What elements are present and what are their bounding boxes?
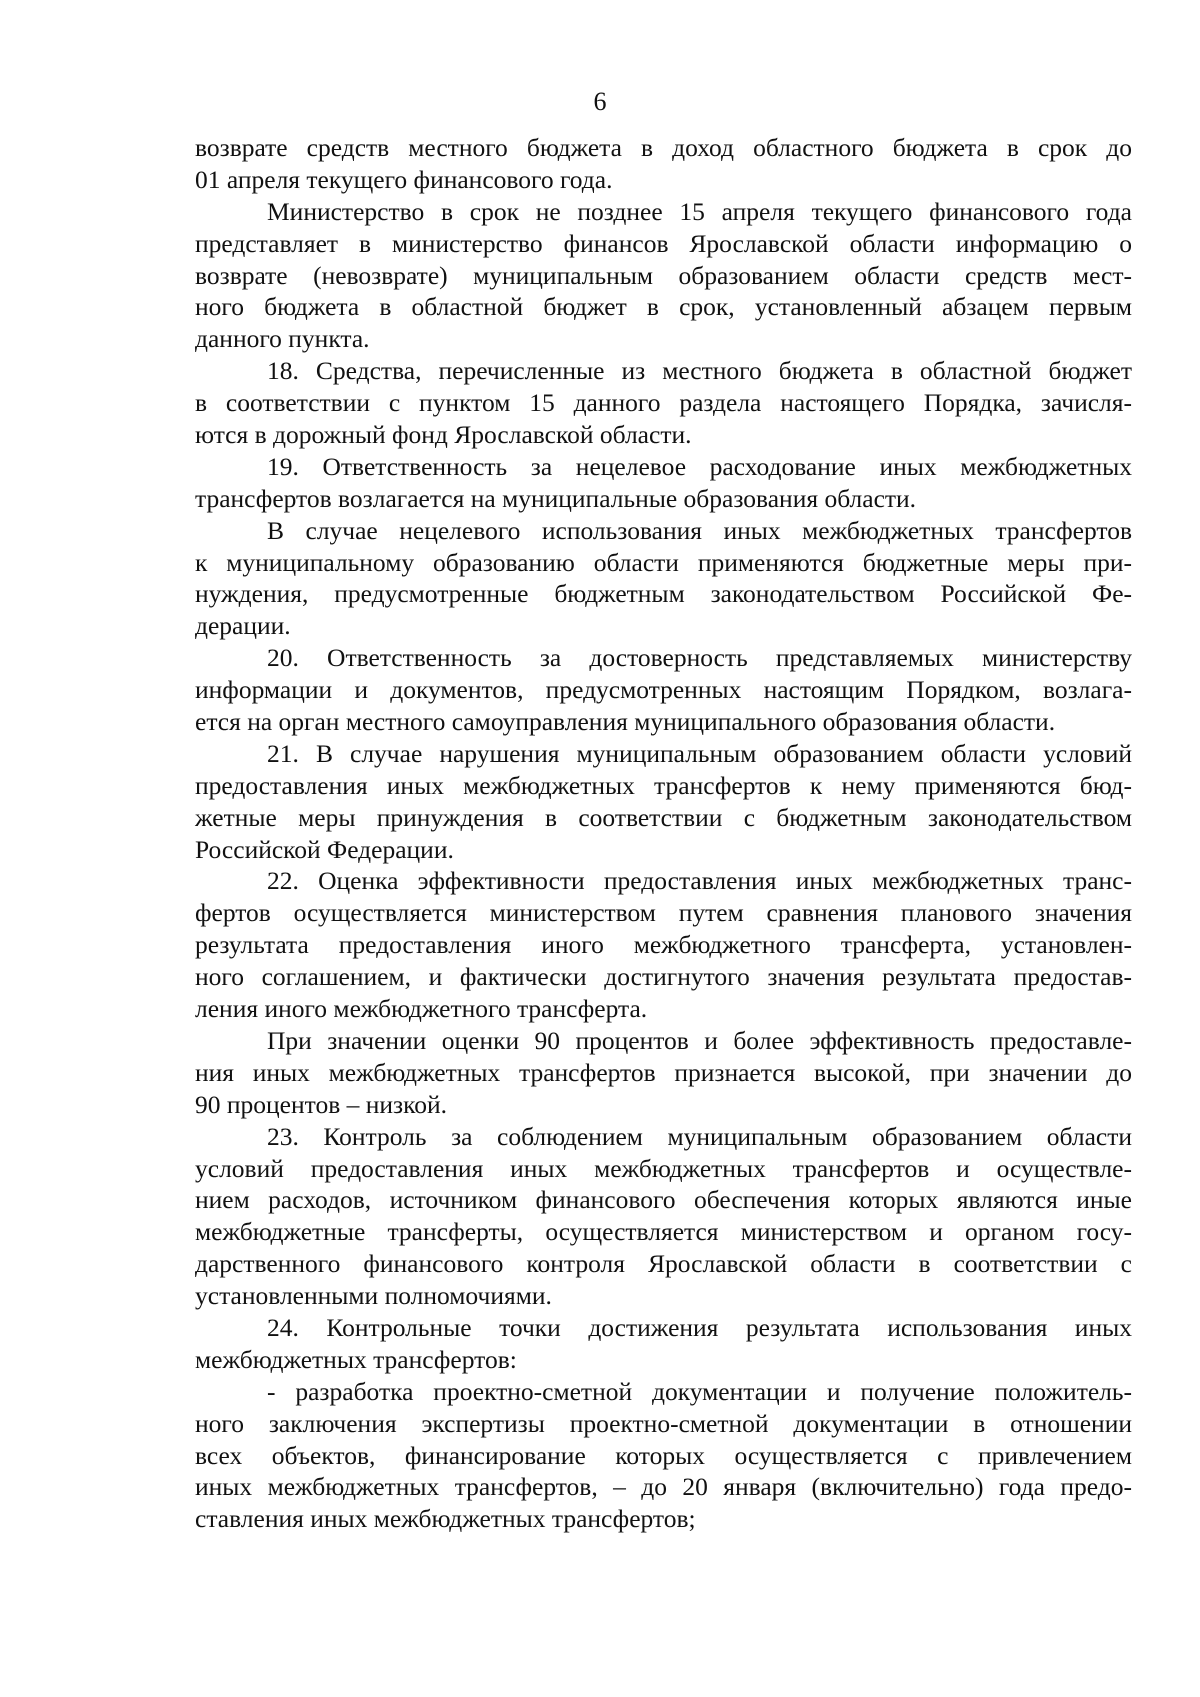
text-line: ния иных межбюджетных трансфертов признается высокой, при значении до xyxy=(195,1057,1132,1087)
text-line: 22. Оценка эффективности предоставления иных межбюджетных транс- xyxy=(267,866,1132,896)
text-line: 18. Средства, перечисленные из местного бюджета в областной бюджет xyxy=(267,356,1132,386)
text-line: к муниципальному образованию области применяются бюджетные меры при- xyxy=(195,547,1132,577)
text-line: нуждения, предусмотренные бюджетным законодательством Российской Фе- xyxy=(195,579,1132,609)
text-line: межбюджетные трансферты, осуществляется министерством и органом госу- xyxy=(195,1217,1132,1247)
text-line: 01 апреля текущего финансового года. xyxy=(195,164,613,194)
text-line: фертов осуществляется министерством путем сравнения планового значения xyxy=(195,898,1132,928)
paragraph-p23 xyxy=(195,1121,1132,1312)
text-line: иных межбюджетных трансфертов, – до 20 января (включительно) года предо- xyxy=(195,1472,1132,1502)
text-line: условий предоставления иных межбюджетных трансфертов и осуществле- xyxy=(195,1153,1132,1183)
paragraph-p19 xyxy=(195,451,1132,515)
paragraph-p22b xyxy=(195,1025,1132,1121)
document-body xyxy=(195,132,1132,1535)
text-line: 21. В случае нарушения муниципальным образованием области условий xyxy=(267,738,1132,768)
paragraph-p20 xyxy=(195,642,1132,738)
text-line: ного соглашением, и фактически достигнутого значения результата предостав- xyxy=(195,962,1132,992)
text-line: информации и документов, предусмотренных настоящим Порядком, возлага- xyxy=(195,675,1132,705)
text-line: нием расходов, источником финансового обеспечения которых являются иные xyxy=(195,1185,1132,1215)
text-line: ется на орган местного самоуправления муниципального образования области. xyxy=(195,707,1056,737)
text-line: ставления иных межбюджетных трансфертов; xyxy=(195,1504,696,1534)
text-line: трансфертов возлагается на муниципальные образования области. xyxy=(195,483,917,513)
paragraph-p18 xyxy=(195,355,1132,451)
text-line: 24. Контрольные точки достижения результата использования иных xyxy=(267,1312,1132,1342)
text-line: возврате средств местного бюджета в доход областного бюджета в срок до xyxy=(195,133,1132,162)
text-line: ного бюджета в областной бюджет в срок, установленный абзацем первым xyxy=(195,292,1132,322)
text-line: в соответствии с пунктом 15 данного раздела настоящего Порядка, зачисля- xyxy=(195,388,1132,418)
page-number: 6 xyxy=(593,87,607,116)
text-line: дарственного финансового контроля Ярославской области в соответствии с xyxy=(195,1249,1132,1279)
text-line: В случае нецелевого использования иных межбюджетных трансфертов xyxy=(267,515,1132,545)
text-line: межбюджетных трансфертов: xyxy=(195,1344,517,1374)
text-line: дерации. xyxy=(195,611,291,641)
paragraph-p24 xyxy=(195,1312,1132,1376)
text-line: всех объектов, финансирование которых осуществляется с привлечением xyxy=(195,1440,1132,1470)
text-line: установленными полномочиями. xyxy=(195,1281,552,1311)
text-line: 20. Ответственность за достоверность представляемых министерству xyxy=(267,643,1132,673)
text-line: ления иного межбюджетного трансферта. xyxy=(195,994,648,1024)
text-line: ного заключения экспертизы проектно-сметной документации в отношении xyxy=(195,1408,1132,1438)
text-line: результата предоставления иного межбюджетного трансферта, установлен- xyxy=(195,930,1132,960)
paragraph-cont xyxy=(195,132,1132,196)
paragraph-p24a xyxy=(195,1376,1132,1535)
text-line: Российской Федерации. xyxy=(195,834,454,864)
paragraph-p19b xyxy=(195,515,1132,643)
paragraph-ministry xyxy=(195,196,1132,355)
paragraph-p21 xyxy=(195,738,1132,866)
text-line: жетные меры принуждения в соответствии с бюджетным законодательством xyxy=(195,802,1132,832)
text-line: Министерство в срок не позднее 15 апреля текущего финансового года xyxy=(267,196,1132,226)
text-line: 90 процентов – низкой. xyxy=(195,1089,447,1119)
text-line: возврате (невозврате) муниципальным образованием области средств мест- xyxy=(195,260,1132,290)
text-line: представляет в министерство финансов Ярославской области информацию о xyxy=(195,228,1132,258)
text-line: 23. Контроль за соблюдением муниципальным образованием области xyxy=(267,1121,1132,1151)
text-line: данного пункта. xyxy=(195,324,370,354)
text-line: ются в дорожный фонд Ярославской области. xyxy=(195,420,692,450)
text-line: 19. Ответственность за нецелевое расходование иных межбюджетных xyxy=(267,451,1132,481)
paragraph-p22 xyxy=(195,865,1132,1024)
text-line: - разработка проектно-сметной документации и получение положитель- xyxy=(267,1376,1132,1406)
text-line: предоставления иных межбюджетных трансфертов к нему применяются бюд- xyxy=(195,770,1132,800)
text-line: При значении оценки 90 процентов и более эффективность предоставле- xyxy=(267,1025,1132,1055)
